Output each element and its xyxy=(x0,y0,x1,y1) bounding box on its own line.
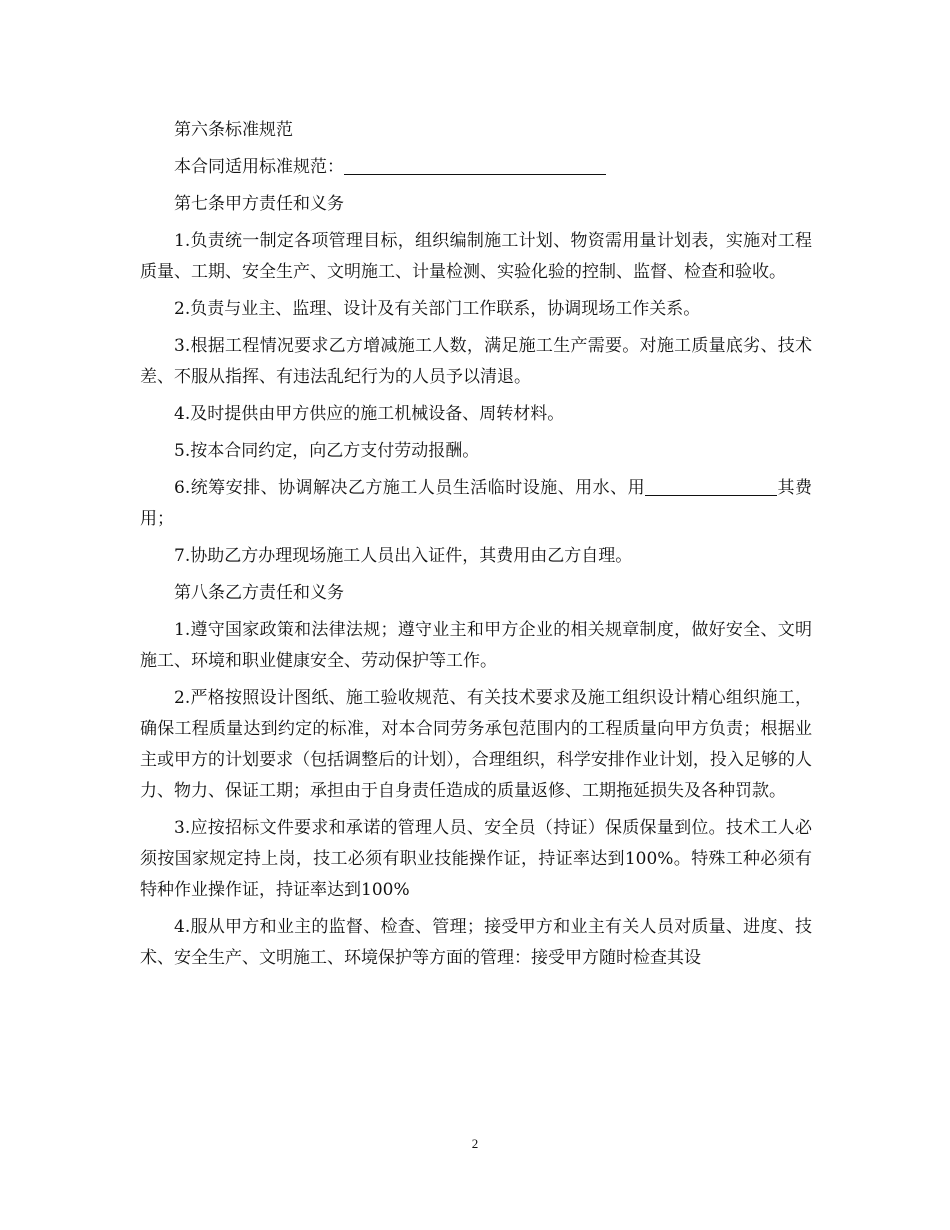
clause-7-3: 3.根据工程情况要求乙方增减施工人数，满足施工生产需要。对施工质量底劣、技术差、不服从指挥、有违法乱纪行为的人员予以清退。 xyxy=(140,336,812,387)
section-heading-8: 第八条乙方责任和义务 xyxy=(174,583,344,603)
clause-8-2: 2.严格按照设计图纸、施工验收规范、有关技术要求及施工组织设计精心组织施工，确保工程质量达到约定的标准，对本合同劳务承包范围内的工程质量向甲方负责；根据业主或甲方的计划要求（包括调整后的计划），合理组织，科学安排作业计划，投入足够的人力、物力、保证工期；承担由于自身责任造成的质量返修、工期拖延损失及各种罚款。 xyxy=(140,688,812,801)
clause-7-4: 4.及时提供由甲方供应的施工机械设备、周转材料。 xyxy=(174,404,565,424)
section-heading-6: 第六条标准规范 xyxy=(174,120,293,140)
fill-in-blank[interactable] xyxy=(344,156,606,175)
document-body xyxy=(140,115,812,980)
fill-in-blank[interactable] xyxy=(645,477,777,496)
page-number: 2 xyxy=(471,1136,479,1151)
clause-8-4: 4.服从甲方和业主的监督、检查、管理；接受甲方和业主有关人员对质量、进度、技术、安全生产、文明施工、环境保护等方面的管理：接受甲方随时检查其设 xyxy=(140,917,812,968)
section-heading-7: 第七条甲方责任和义务 xyxy=(174,194,344,214)
clause-7-2: 2.负责与业主、监理、设计及有关部门工作联系，协调现场工作关系。 xyxy=(174,299,701,319)
clause-7-7: 7.协助乙方办理现场施工人员出入证件，其费用由乙方自理。 xyxy=(174,546,633,566)
clause-8-1: 1.遵守国家政策和法律法规；遵守业主和甲方企业的相关规章制度，做好安全、文明施工、环境和职业健康安全、劳动保护等工作。 xyxy=(140,620,812,671)
clause-7-5: 5.按本合同约定，向乙方支付劳动报酬。 xyxy=(174,441,480,461)
clause-7-6: 6.统筹安排、协调解决乙方施工人员生活临时设施、用水、用 其费用； xyxy=(140,478,813,529)
standards-clause: 本合同适用标准规范： xyxy=(140,152,812,183)
clause-7-1: 1.负责统一制定各项管理目标，组织编制施工计划、物资需用量计划表，实施对工程质量、工期、安全生产、文明施工、计量检测、实验化验的控制、监督、检查和验收。 xyxy=(140,231,812,282)
clause-8-3: 3.应按招标文件要求和承诺的管理人员、安全员（持证）保质保量到位。技术工人必须按国家规定持上岗，技工必须有职业技能操作证，持证率达到100%。特殊工种必须有特种作业操作证，持证率达到100% xyxy=(140,818,812,900)
